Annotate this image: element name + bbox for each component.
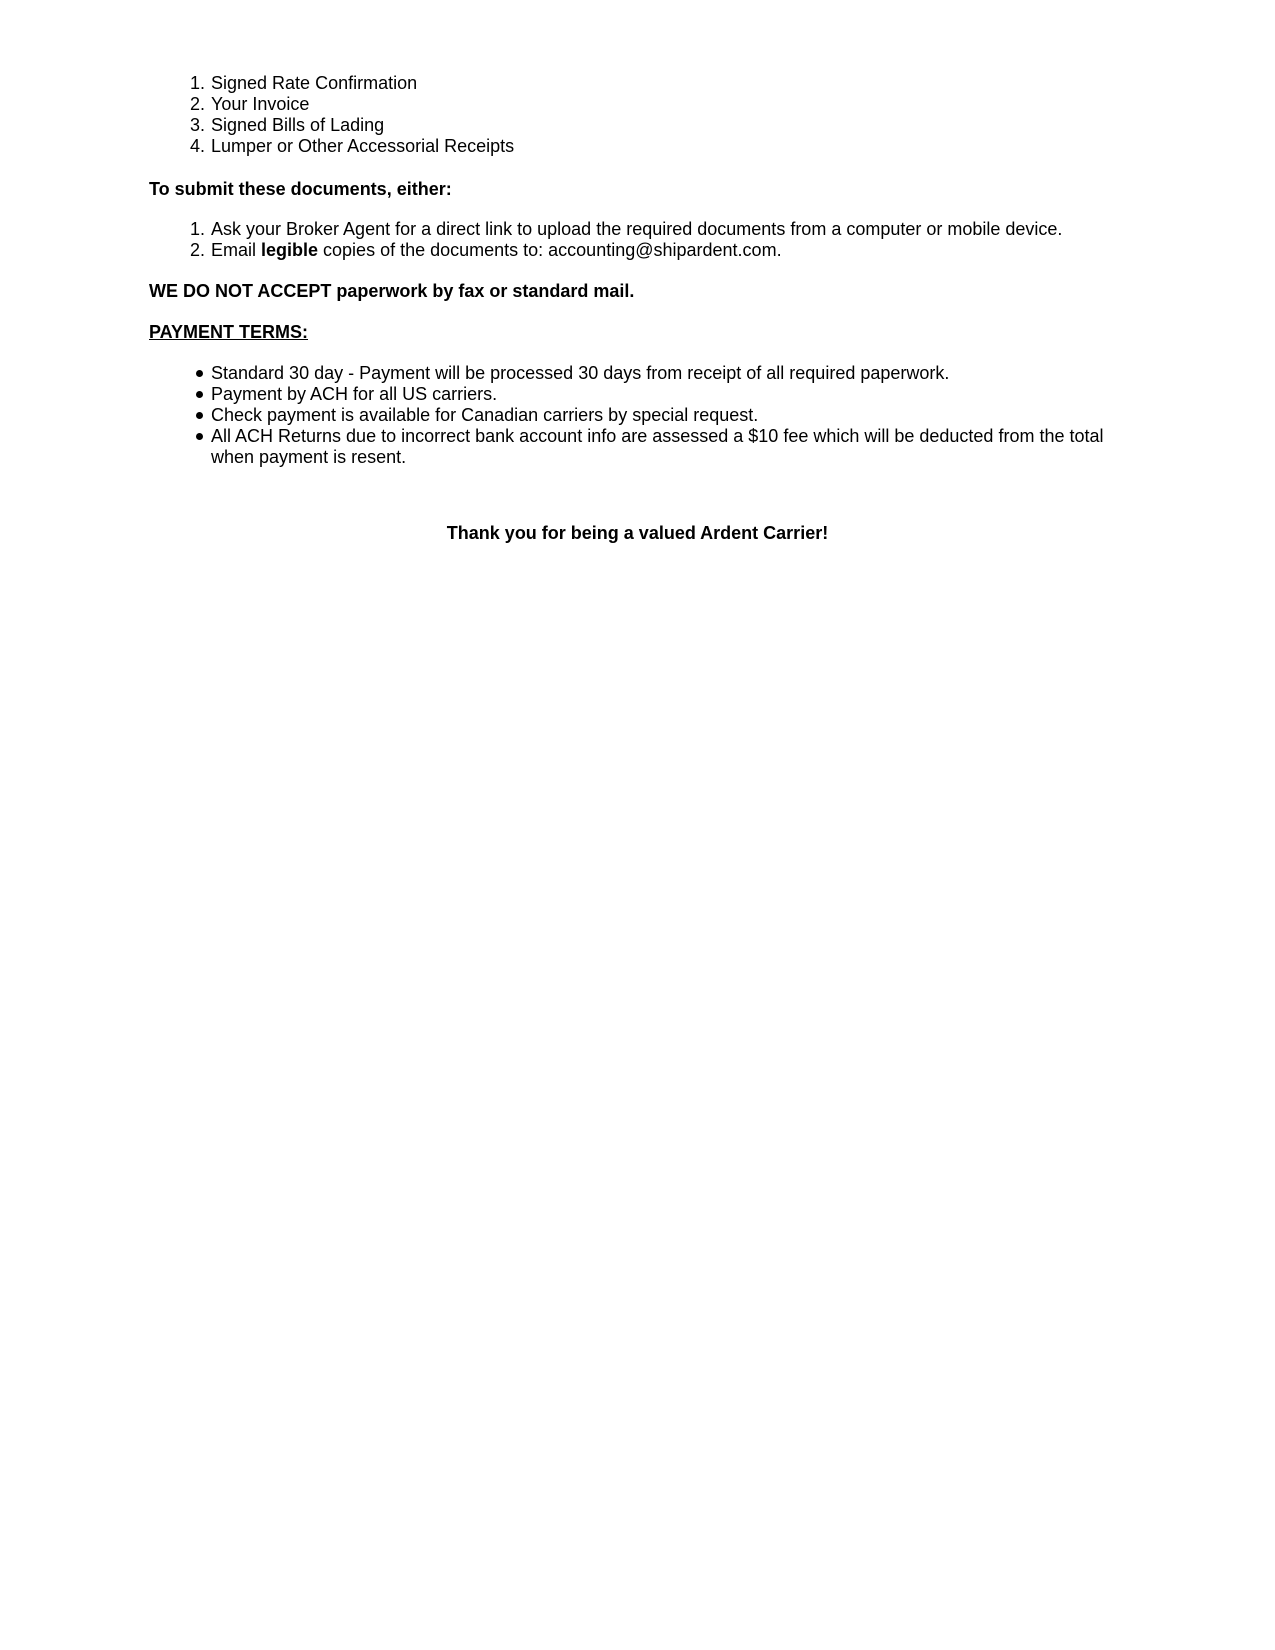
list-number: 2.	[189, 240, 205, 260]
list-item	[149, 115, 1139, 136]
list-item	[149, 73, 1139, 94]
list-item	[149, 240, 1139, 261]
bullet-item	[149, 363, 1139, 384]
bullet-item	[149, 426, 1139, 468]
list-number: 1.	[189, 219, 205, 239]
bullet-item	[149, 405, 1139, 426]
payment-terms-heading: PAYMENT TERMS:	[149, 322, 309, 342]
list-item	[149, 94, 1139, 115]
list-item-text: Your Invoice	[211, 94, 310, 114]
bullet-item-text: Payment by ACH for all US carriers.	[211, 384, 498, 404]
list-item-text: Ask your Broker Agent for a direct link to upload the required documents from a computer or mobile device.	[211, 219, 1063, 239]
list-item-text: Lumper or Other Accessorial Receipts	[211, 136, 515, 156]
list-item	[149, 219, 1139, 240]
payment-terms-list	[149, 363, 1139, 468]
document-content	[149, 73, 1139, 468]
bullet-item-text: Standard 30 day - Payment will be processed 30 days from receipt of all required paperwork.	[211, 363, 950, 383]
thank-you-message: Thank you for being a valued Ardent Carrier!	[446, 523, 829, 543]
bullet-icon	[196, 412, 203, 419]
list-number: 4.	[189, 136, 205, 156]
email-prefix-text: Email	[211, 240, 262, 260]
list-item-text: Signed Rate Confirmation	[211, 73, 418, 93]
list-number: 1.	[189, 73, 205, 93]
bullet-icon	[196, 370, 203, 377]
list-number: 2.	[189, 94, 205, 114]
required-documents-list	[149, 73, 1139, 157]
bullet-icon	[196, 433, 203, 440]
bullet-item-text: All ACH Returns due to incorrect bank account info are assessed a $10 fee which will be deducted from the total when payment is resent.	[211, 426, 1104, 467]
email-suffix-text: copies of the documents to: accounting@shipardent.com.	[318, 240, 782, 260]
legible-emphasis: legible	[261, 240, 319, 260]
bullet-icon	[196, 391, 203, 398]
list-item	[149, 136, 1139, 157]
bullet-item-text: Check payment is available for Canadian carriers by special request.	[211, 405, 759, 425]
submit-options-list	[149, 219, 1139, 261]
no-fax-notice: WE DO NOT ACCEPT paperwork by fax or standard mail.	[149, 281, 635, 301]
submit-heading: To submit these documents, either:	[149, 179, 452, 199]
list-number: 3.	[189, 115, 205, 135]
list-item-text	[211, 240, 782, 260]
bullet-item	[149, 384, 1139, 405]
list-item-text: Signed Bills of Lading	[211, 115, 385, 135]
